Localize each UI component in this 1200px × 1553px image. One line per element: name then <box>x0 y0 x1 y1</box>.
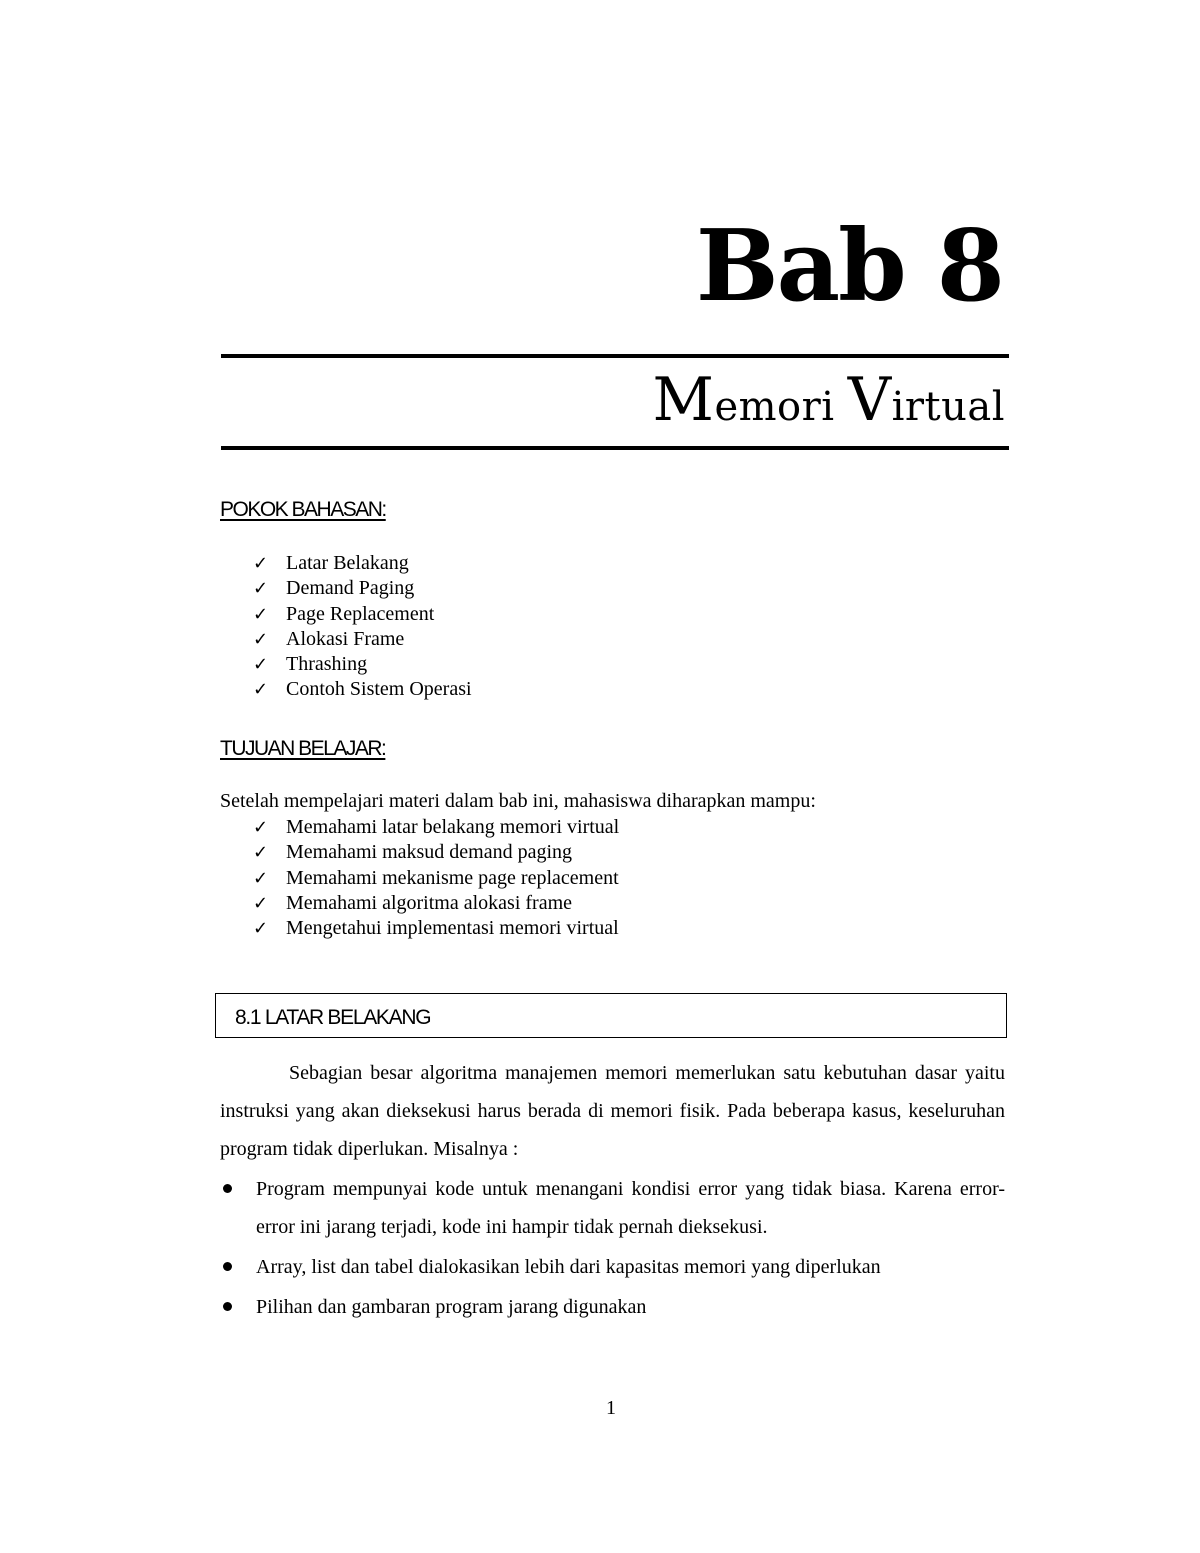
section-title-box <box>215 993 1007 1038</box>
list-item-text: Memahami maksud demand paging <box>286 841 573 864</box>
list-item <box>220 1248 1005 1286</box>
check-mark-icon: ✓ <box>253 578 269 600</box>
topics-heading: POKOK BAHASAN: <box>220 498 386 521</box>
list-item-text: Thrashing <box>286 653 368 676</box>
list-item-text: Mengetahui implementasi memori virtual <box>286 917 619 940</box>
list-item <box>253 866 619 891</box>
list-item <box>220 1170 1005 1246</box>
check-mark-icon: ✓ <box>253 892 269 914</box>
chapter-number: Bab 8 <box>695 209 1003 324</box>
list-item <box>253 576 472 601</box>
list-item <box>253 627 472 652</box>
chapter-title-part-1: emori <box>714 384 848 430</box>
check-mark-icon: ✓ <box>253 628 269 650</box>
list-item-text: Latar Belakang <box>286 552 409 574</box>
top-rule <box>221 354 1009 358</box>
list-item <box>220 1288 1005 1326</box>
goals-list <box>253 815 619 941</box>
list-item-text: Array, list dan tabel dialokasikan lebih dari kapasitas memori yang diperlukan <box>256 1256 881 1278</box>
list-item-text: Memahami algoritma alokasi frame <box>286 891 573 914</box>
page-number: 1 <box>606 1397 616 1419</box>
bullet-dot-icon <box>223 1262 232 1271</box>
list-item-text: Memahami latar belakang memori virtual <box>286 816 620 838</box>
list-item <box>253 551 472 576</box>
check-mark-icon: ✓ <box>253 654 269 676</box>
list-item-text: Memahami mekanisme page replacement <box>286 866 619 889</box>
list-item <box>253 602 472 627</box>
chapter-title <box>652 365 1005 435</box>
check-mark-icon: ✓ <box>253 817 269 838</box>
list-item <box>253 652 472 677</box>
list-item <box>253 840 619 865</box>
check-mark-icon: ✓ <box>253 842 269 864</box>
list-item-text: Pilihan dan gambaran program jarang digunakan <box>256 1296 647 1318</box>
check-mark-icon: ✓ <box>253 867 269 889</box>
check-mark-icon: ✓ <box>253 553 269 574</box>
chapter-title-cap-2: V <box>847 365 892 435</box>
bullet-dot-icon <box>223 1184 232 1193</box>
list-item <box>253 916 619 941</box>
goals-intro: Setelah mempelajari materi dalam bab ini, mahasiswa diharapkan mampu: <box>220 790 816 812</box>
list-item-text: Demand Paging <box>286 577 415 600</box>
list-item <box>253 891 619 916</box>
list-item <box>253 815 619 840</box>
section-title: 8.1 LATAR BELAKANG <box>235 1006 431 1029</box>
list-item-text: Page Replacement <box>286 602 435 625</box>
list-item-text: Alokasi Frame <box>286 627 405 650</box>
bullet-dot-icon <box>223 1302 232 1311</box>
section-paragraph: Sebagian besar algoritma manajemen memori memerlukan satu kebutuhan dasar yaitu instruksi yang akan dieksekusi harus berada di memori fisik. Pada beberapa kasus, keseluruhan program tidak diperlukan. Misalnya : <box>220 1062 1005 1160</box>
chapter-title-part-2: irtual <box>891 384 1005 430</box>
check-mark-icon: ✓ <box>253 679 269 701</box>
list-item <box>253 677 472 702</box>
check-mark-icon: ✓ <box>253 918 269 940</box>
bottom-rule <box>221 446 1009 450</box>
chapter-title-cap-1: M <box>652 365 715 435</box>
check-mark-icon: ✓ <box>253 603 269 625</box>
section-bullet-list <box>220 1170 1005 1328</box>
topics-list <box>253 551 472 703</box>
goals-heading: TUJUAN BELAJAR: <box>220 737 386 760</box>
list-item-text: Program mempunyai kode untuk menangani kondisi error yang tidak biasa. Karena error-error ini jarang terjadi, kode ini hampir tidak pernah dieksekusi. <box>256 1178 1005 1238</box>
list-item-text: Contoh Sistem Operasi <box>286 678 472 701</box>
